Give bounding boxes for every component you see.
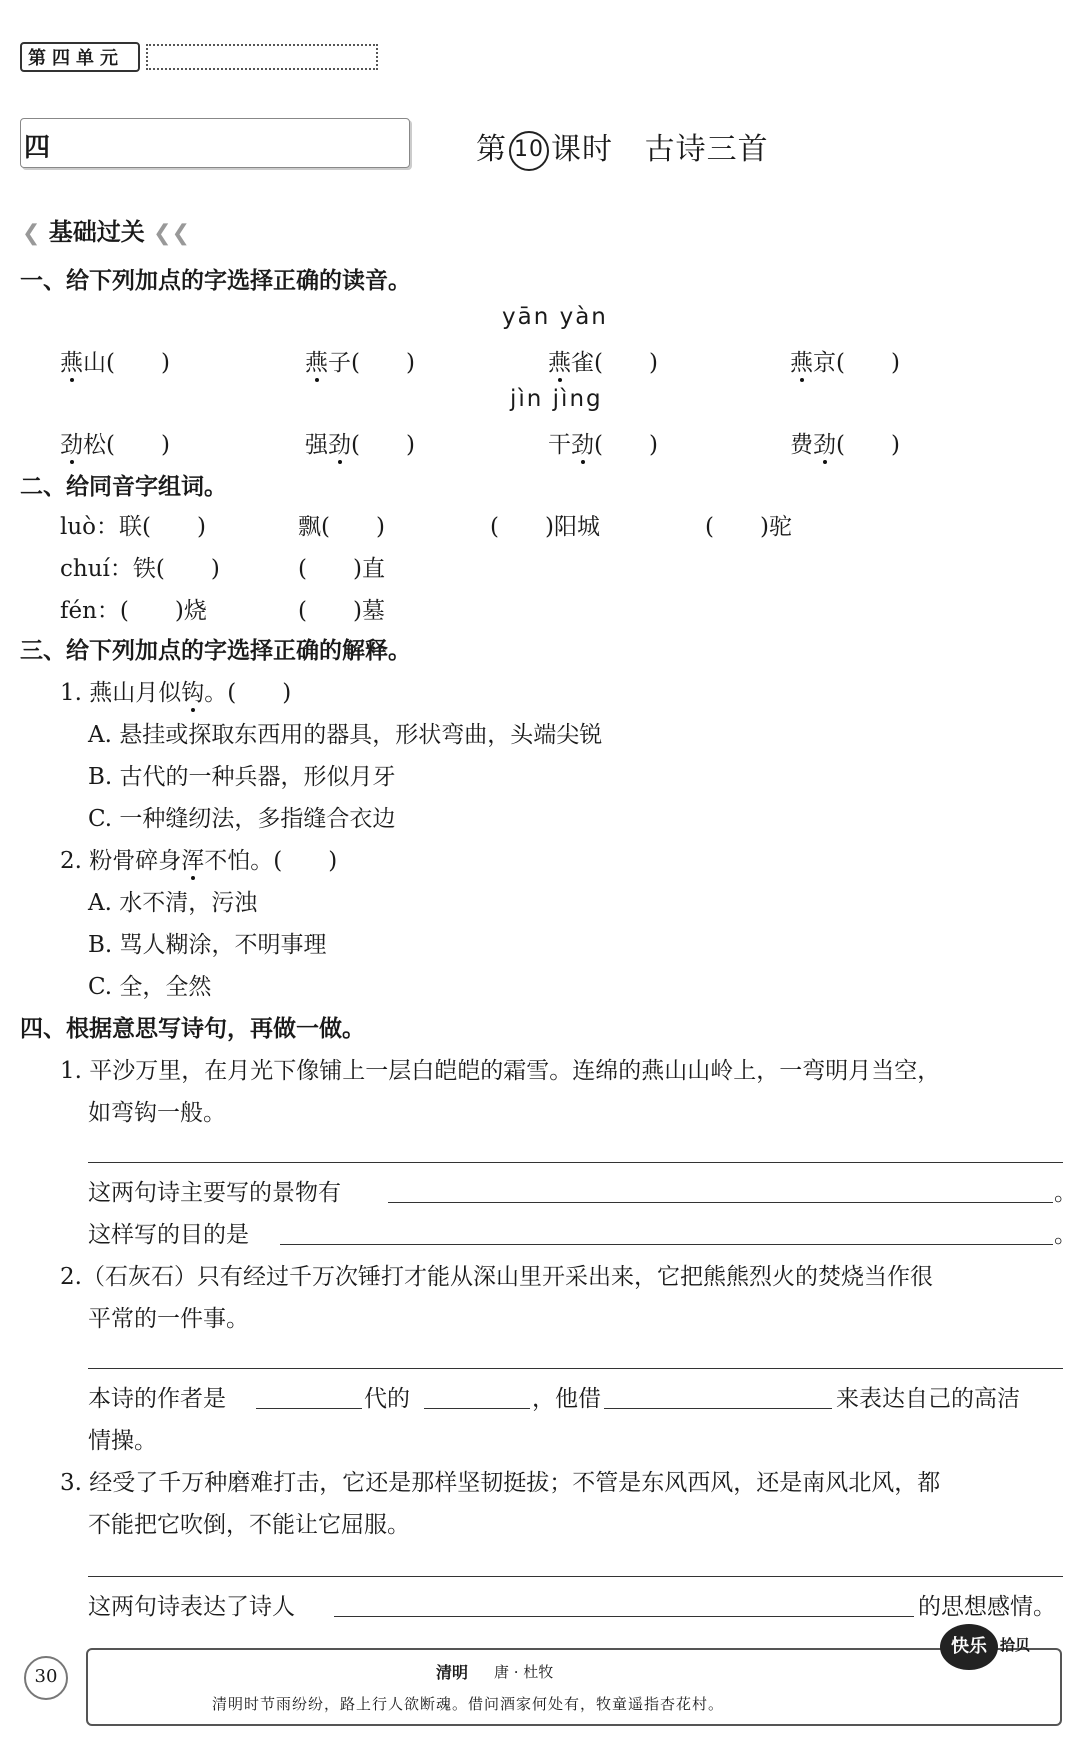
q2-item: 飘( ) xyxy=(298,514,385,540)
poem-title: 清明 xyxy=(436,1663,469,1682)
q1-title: 一、给下列加点的字选择正确的读音。 xyxy=(20,268,411,294)
q4-title: 四、根据意思写诗句，再做一做。 xyxy=(20,1016,365,1042)
q4-item1-text: 1. 平沙万里，在月光下像铺上一层白皑皑的霜雪。连绵的燕山山岭上，一弯明月当空， xyxy=(60,1058,941,1084)
q4-item2-q-a: 本诗的作者是 xyxy=(88,1386,226,1412)
q1-item: 费劲( ) xyxy=(790,432,900,458)
q4-item2-q-c: ，他借 xyxy=(532,1386,601,1412)
q4-item1-q2: 这样写的目的是 xyxy=(88,1222,249,1248)
q2-item: ( )墓 xyxy=(298,598,385,624)
q1-item: 干劲( ) xyxy=(548,432,658,458)
lesson-title xyxy=(476,124,769,171)
poem-author: 唐 · 杜牧 xyxy=(494,1663,554,1681)
q2-item: ( )阳城 xyxy=(490,514,600,540)
q3-option: A. 水不清，污浊 xyxy=(88,890,258,916)
lesson-prefix: 第 xyxy=(476,132,507,167)
q1-pinyin-1: yān yàn xyxy=(502,304,608,330)
unit-tab: 第四单元 xyxy=(20,42,140,72)
lesson-suffix: 课时 xyxy=(551,132,613,167)
answer-line[interactable] xyxy=(88,1162,1063,1163)
footer-poem-box xyxy=(86,1648,1062,1726)
lesson-name: 古诗三首 xyxy=(644,132,769,167)
answer-line[interactable] xyxy=(388,1202,1053,1203)
q1-item: 燕雀( ) xyxy=(548,350,658,376)
q1-pinyin-2: jìn jìng xyxy=(510,386,603,412)
q2-item: ( )直 xyxy=(298,556,385,582)
q1-item: 燕京( ) xyxy=(790,350,900,376)
q1-item: 劲松( ) xyxy=(60,432,170,458)
double-chevron-icon: ❮❮ xyxy=(153,221,191,246)
label-box xyxy=(20,118,410,168)
q3-option: C. 全，全然 xyxy=(88,974,212,1000)
q4-item3-q-a: 这两句诗表达了诗人 xyxy=(88,1594,295,1620)
q4-item2-q-d: 来表达自己的高洁 xyxy=(836,1386,1020,1412)
q2-item: chuí：铁( ) xyxy=(60,556,220,582)
logo-badge: 快乐 xyxy=(940,1624,998,1670)
unit-dotted-box xyxy=(146,44,378,70)
answer-line[interactable] xyxy=(334,1616,914,1617)
section-title: 基础过关 xyxy=(48,218,145,246)
answer-line[interactable] xyxy=(256,1408,362,1409)
q2-item: fén：( )烧 xyxy=(60,598,207,624)
q3-option: B. 骂人糊涂，不明事理 xyxy=(88,932,327,958)
q4-item1-text: 如弯钩一般。 xyxy=(88,1100,226,1126)
answer-line[interactable] xyxy=(604,1408,832,1409)
q4-item2-q-b: 代的 xyxy=(364,1386,410,1412)
q4-item1-q1: 这两句诗主要写的景物有 xyxy=(88,1180,341,1206)
q1-item: 强劲( ) xyxy=(305,432,415,458)
q2-title: 二、给同音字组词。 xyxy=(20,474,227,500)
answer-line[interactable] xyxy=(88,1576,1063,1577)
q4-item3-text: 3. 经受了千万种磨难打击，它还是那样坚韧挺拔；不管是东风西风，还是南风北风，都 xyxy=(60,1470,941,1496)
q1-item: 燕子( ) xyxy=(305,350,415,376)
answer-line[interactable] xyxy=(88,1368,1063,1369)
q2-item: luò：联( ) xyxy=(60,514,206,540)
q2-item: ( )驼 xyxy=(705,514,792,540)
section-badge xyxy=(22,212,190,247)
end-mark: 。 xyxy=(1054,1180,1077,1206)
q3-sentence-1: 1. 燕山月似钩。( ) xyxy=(60,680,292,706)
answer-line[interactable] xyxy=(424,1408,530,1409)
q1-item: 燕山( ) xyxy=(60,350,170,376)
q4-item3-q-b: 的思想感情。 xyxy=(918,1594,1056,1620)
label-char: 四 xyxy=(24,133,51,163)
q3-option: A. 悬挂或探取东西用的器具，形状弯曲，头端尖锐 xyxy=(88,722,603,748)
q4-item3-text: 不能把它吹倒，不能让它屈服。 xyxy=(88,1512,410,1538)
q3-title: 三、给下列加点的字选择正确的解释。 xyxy=(20,638,411,664)
page-number: 30 xyxy=(24,1656,68,1700)
left-chevron-icon: ❮ xyxy=(22,221,41,246)
q4-item2-text: 2.（石灰石）只有经过千万次锤打才能从深山里开采出来，它把熊熊烈火的焚烧当作很 xyxy=(60,1264,933,1290)
poem-text: 清明时节雨纷纷，路上行人欲断魂。借问酒家何处有，牧童遥指杏花村。 xyxy=(212,1695,725,1713)
q3-sentence-2: 2. 粉骨碎身浑不怕。( ) xyxy=(60,848,338,874)
q3-option: C. 一种缝纫法，多指缝合衣边 xyxy=(88,806,396,832)
lesson-number: 10 xyxy=(509,131,549,171)
q4-item2-q-e: 情操。 xyxy=(88,1428,157,1454)
q3-option: B. 古代的一种兵器，形似月牙 xyxy=(88,764,396,790)
end-mark: 。 xyxy=(1054,1222,1077,1248)
logo-text: 拾贝 xyxy=(1000,1636,1031,1654)
q4-item2-text: 平常的一件事。 xyxy=(88,1306,249,1332)
answer-line[interactable] xyxy=(280,1244,1053,1245)
